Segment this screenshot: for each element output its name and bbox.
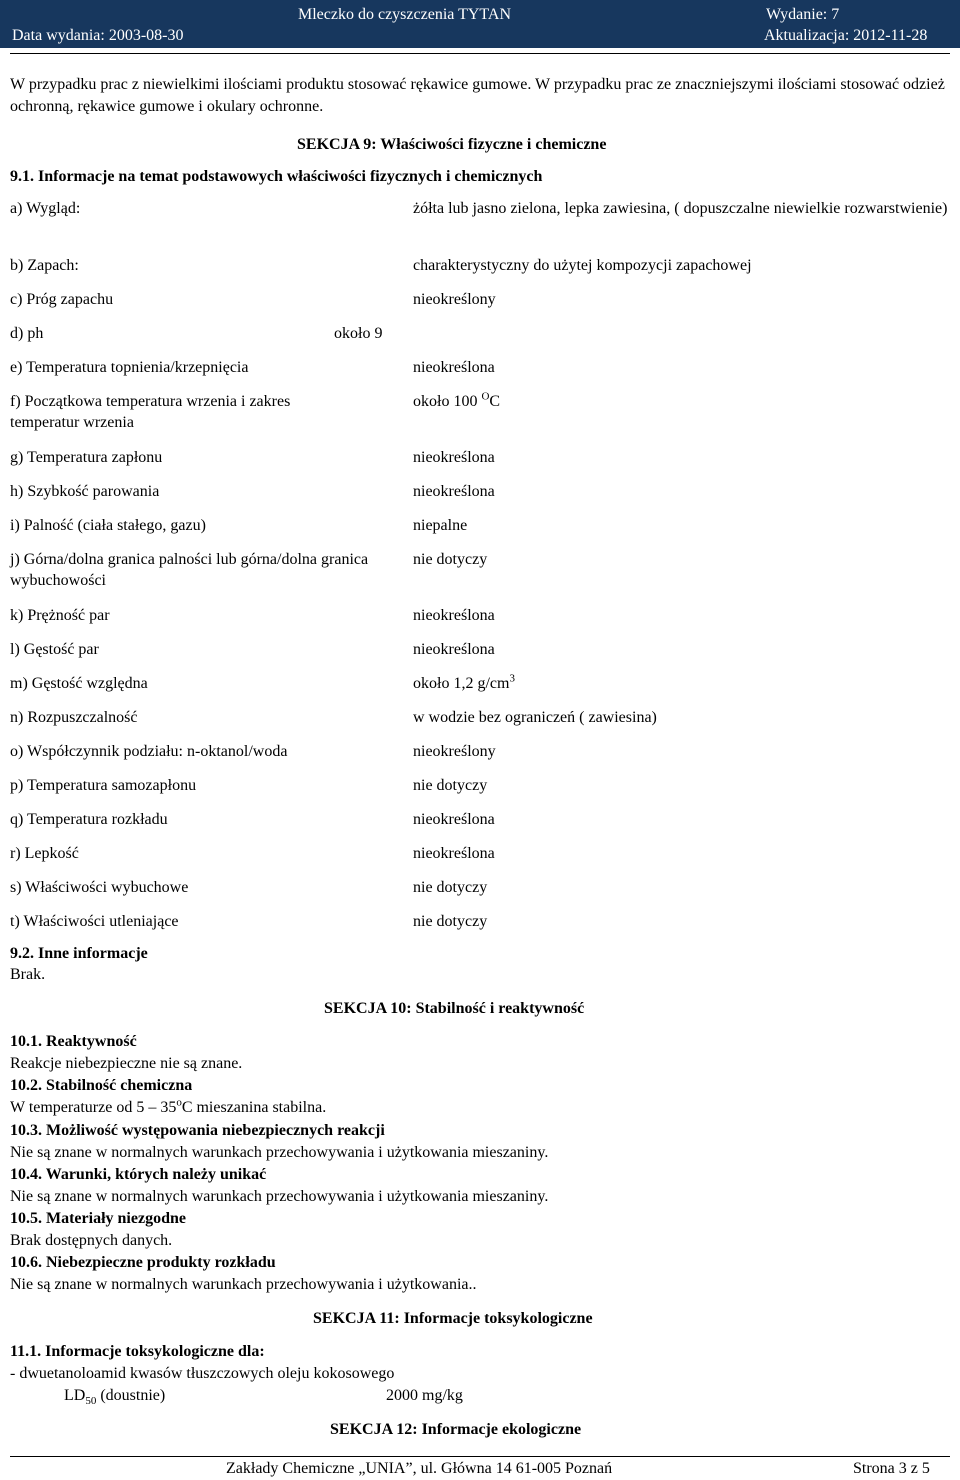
property-label: g) Temperatura zapłonu [10,449,163,466]
property-label: f) Początkowa temperatura wrzenia i zakres temperatur wrzenia [10,393,291,431]
property-label: q) Temperatura rozkładu [10,811,168,828]
property-value: nieokreślona [413,811,495,828]
property-value: nie dotyczy [413,879,488,896]
product-title: Mleczko do czyszczenia TYTAN [298,6,511,23]
property-value: nieokreślona [413,449,495,466]
section-10-4-text: Nie są znane w normalnych warunkach przechowywania i użytkowania mieszaniny. [10,1188,549,1205]
property-label: b) Zapach: [10,257,79,274]
property-label: d) ph [10,325,44,342]
property-label: j) Górna/dolna granica palności lub górna/dolna granica wybuchowości [10,551,369,589]
footer-company: Zakłady Chemiczne „UNIA”, ul. Główna 14 61-005 Poznań [226,1460,613,1477]
property-label: o) Współczynnik podziału: n-oktanol/woda [10,743,288,760]
section-9-2-text: Brak. [10,966,46,983]
section-12-title: SEKCJA 12: Informacje ekologiczne [330,1421,582,1438]
property-value: charakterystyczny do użytej kompozycji zapachowej [413,257,752,274]
section-11-1-heading: 11.1. Informacje toksykologiczne dla: [10,1343,265,1360]
section-10-5-heading: 10.5. Materiały niezgodne [10,1210,186,1227]
property-label: r) Lepkość [10,845,79,862]
property-label: s) Właściwości wybuchowe [10,879,189,896]
section-11-title: SEKCJA 11: Informacje toksykologiczne [313,1310,593,1327]
property-label: m) Gęstość względna [10,675,148,692]
issue-number: Wydanie: 7 [766,6,840,23]
document-header [0,0,960,48]
property-value: żółta lub jasno zielona, lepka zawiesina, ( dopuszczalne niewielkie rozwarstwienie) [413,200,948,217]
footer-page-number: Strona 3 z 5 [853,1460,930,1477]
property-label: l) Gęstość par [10,641,99,658]
section-10-3-heading: 10.3. Możliwość występowania niebezpiecznych reakcji [10,1122,385,1139]
property-label: e) Temperatura topnienia/krzepnięcia [10,359,249,376]
section-10-4-heading: 10.4. Warunki, których należy unikać [10,1166,267,1183]
section-10-1-text: Reakcje niebezpieczne nie są znane. [10,1055,243,1072]
footer-rule [10,1456,950,1457]
property-label: p) Temperatura samozapłonu [10,777,197,794]
header-rule [10,53,950,54]
section-9-title: SEKCJA 9: Właściwości fizyczne i chemiczne [297,136,607,153]
ld50-label: $LD_{50}$ (doustnie) [64,1387,166,1408]
property-value: w wodzie bez ograniczeń ( zawiesina) [413,709,657,726]
section-9-1-heading: 9.1. Informacje na temat podstawowych właściwości fizycznych i chemicznych [10,168,543,185]
ld50-value: 2000 mg/kg [386,1387,463,1404]
section-10-6-heading: 10.6. Niebezpieczne produkty rozkładu [10,1254,276,1271]
property-value: nieokreślony [413,743,496,760]
issue-date: Data wydania: 2003-08-30 [12,27,184,44]
property-value: nieokreślona [413,845,495,862]
property-label: k) Prężność par [10,607,110,624]
property-label: t) Właściwości utleniające [10,913,179,930]
property-value: nie dotyczy [413,913,488,930]
property-value: nieokreślona [413,607,495,624]
section-10-6-text: Nie są znane w normalnych warunkach przechowywania i użytkowania.. [10,1276,477,1293]
section-10-title: SEKCJA 10: Stabilność i reaktywność [324,1000,585,1017]
section-10-3-text: Nie są znane w normalnych warunkach przechowywania i użytkowania mieszaniny. [10,1144,549,1161]
property-label: i) Palność (ciała stałego, gazu) [10,517,206,534]
property-label: h) Szybkość parowania [10,483,160,500]
update-date: Aktualizacja: 2012-11-28 [764,27,928,44]
property-value: około 1,2 $g/cm^3$ [413,672,515,692]
property-label: n) Rozpuszczalność [10,709,138,726]
property-value: nieokreślona [413,359,495,376]
section-11-1-text: - dwuetanoloamid kwasów tłuszczowych oleju kokosowego [10,1365,395,1382]
property-value: niepalne [413,517,468,534]
property-label: a) Wygląd: [10,200,81,217]
property-value: nie dotyczy [413,551,488,568]
section-9-2-heading: 9.2. Inne informacje [10,945,148,962]
property-value: nieokreślona [413,483,495,500]
property-value: nieokreślony [413,291,496,308]
intro-paragraph: W przypadku prac z niewielkimi ilościami produktu stosować rękawice gumowe. W przypadku prac ze znaczniejszymi ilościami stosować odzież ochronną, rękawice gumowe i okulary ochronne. [10,76,945,115]
property-value: nie dotyczy [413,777,488,794]
section-10-1-heading: 10.1. Reaktywność [10,1033,137,1050]
property-value: około 9 [334,325,383,342]
section-10-2-text: W temperaturze od 5 – 35$^o$C mieszanina stabilna. [10,1096,327,1116]
section-10-5-text: Brak dostępnych danych. [10,1232,173,1249]
property-value: około 100 $^O$C [413,390,501,410]
property-value: nieokreślona [413,641,495,658]
property-label: c) Próg zapachu [10,291,114,308]
section-10-2-heading: 10.2. Stabilność chemiczna [10,1077,193,1094]
